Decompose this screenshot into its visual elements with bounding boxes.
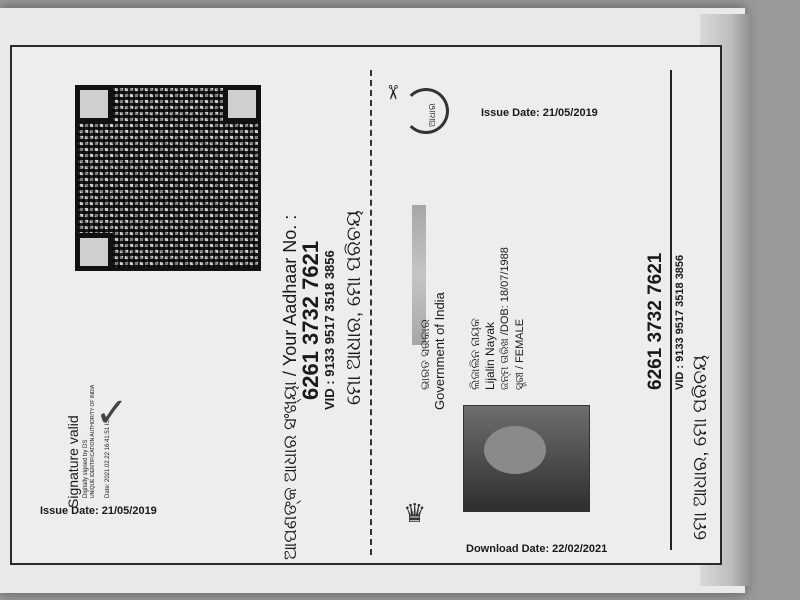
slogan: ମୋ ଆଧାର, ମୋ ପରିଚୟ: [343, 210, 365, 405]
aadhaar-logo-text: ଆଧାର: [427, 103, 437, 127]
card-issue-date: Issue Date: 21/05/2019: [481, 107, 598, 119]
qr-code: [75, 85, 261, 271]
card-slogan: ମୋ ଆଧାର, ମୋ ପରିଚୟ: [690, 354, 711, 540]
vid-number: VID : 9133 9517 3518 3856: [322, 250, 337, 410]
scissor-icon: ✂: [380, 84, 403, 101]
holder-name: Lijalin Nayak: [483, 321, 497, 390]
gender: ସ୍ତ୍ରୀ / FEMALE: [514, 318, 526, 390]
aadhaar-logo-icon: [403, 88, 449, 134]
name-odia: ଲିଜାଲିନ ନାୟକ: [468, 318, 482, 390]
card-aadhaar-number: 6261 3732 7621: [645, 252, 666, 390]
holder-photo: [463, 405, 590, 512]
govt-english: Government of India: [432, 292, 447, 410]
issue-date-left: Issue Date: 21/05/2019: [40, 505, 157, 517]
checkmark-icon: ✓: [95, 391, 129, 435]
national-emblem-icon: ♛: [403, 498, 427, 528]
signature-date: Date: 2021.02.22 16:41:51 IST: [105, 415, 111, 498]
govt-odia: ଭାରତ ସରକାର: [418, 319, 432, 390]
aadhaar-label: ଆପଣଙ୍କ ଆଧାର ସଂଖ୍ୟା / Your Aadhaar No. :: [280, 214, 300, 560]
signature-signer: Digitally signed by DS: [83, 439, 89, 498]
dob: ଜନ୍ମ ତାରିଖ /DOB: 18/07/1988: [499, 247, 511, 390]
signature-org: [90, 488, 96, 498]
cut-line: [370, 70, 372, 555]
signature-valid-label: Signature valid: [65, 415, 81, 508]
card-vid: VID : 9133 9517 3518 3856: [674, 254, 686, 390]
aadhaar-number: 6261 3732 7621: [298, 240, 323, 400]
download-date: Download Date: 22/02/2021: [466, 543, 608, 555]
card-divider: [670, 70, 672, 550]
